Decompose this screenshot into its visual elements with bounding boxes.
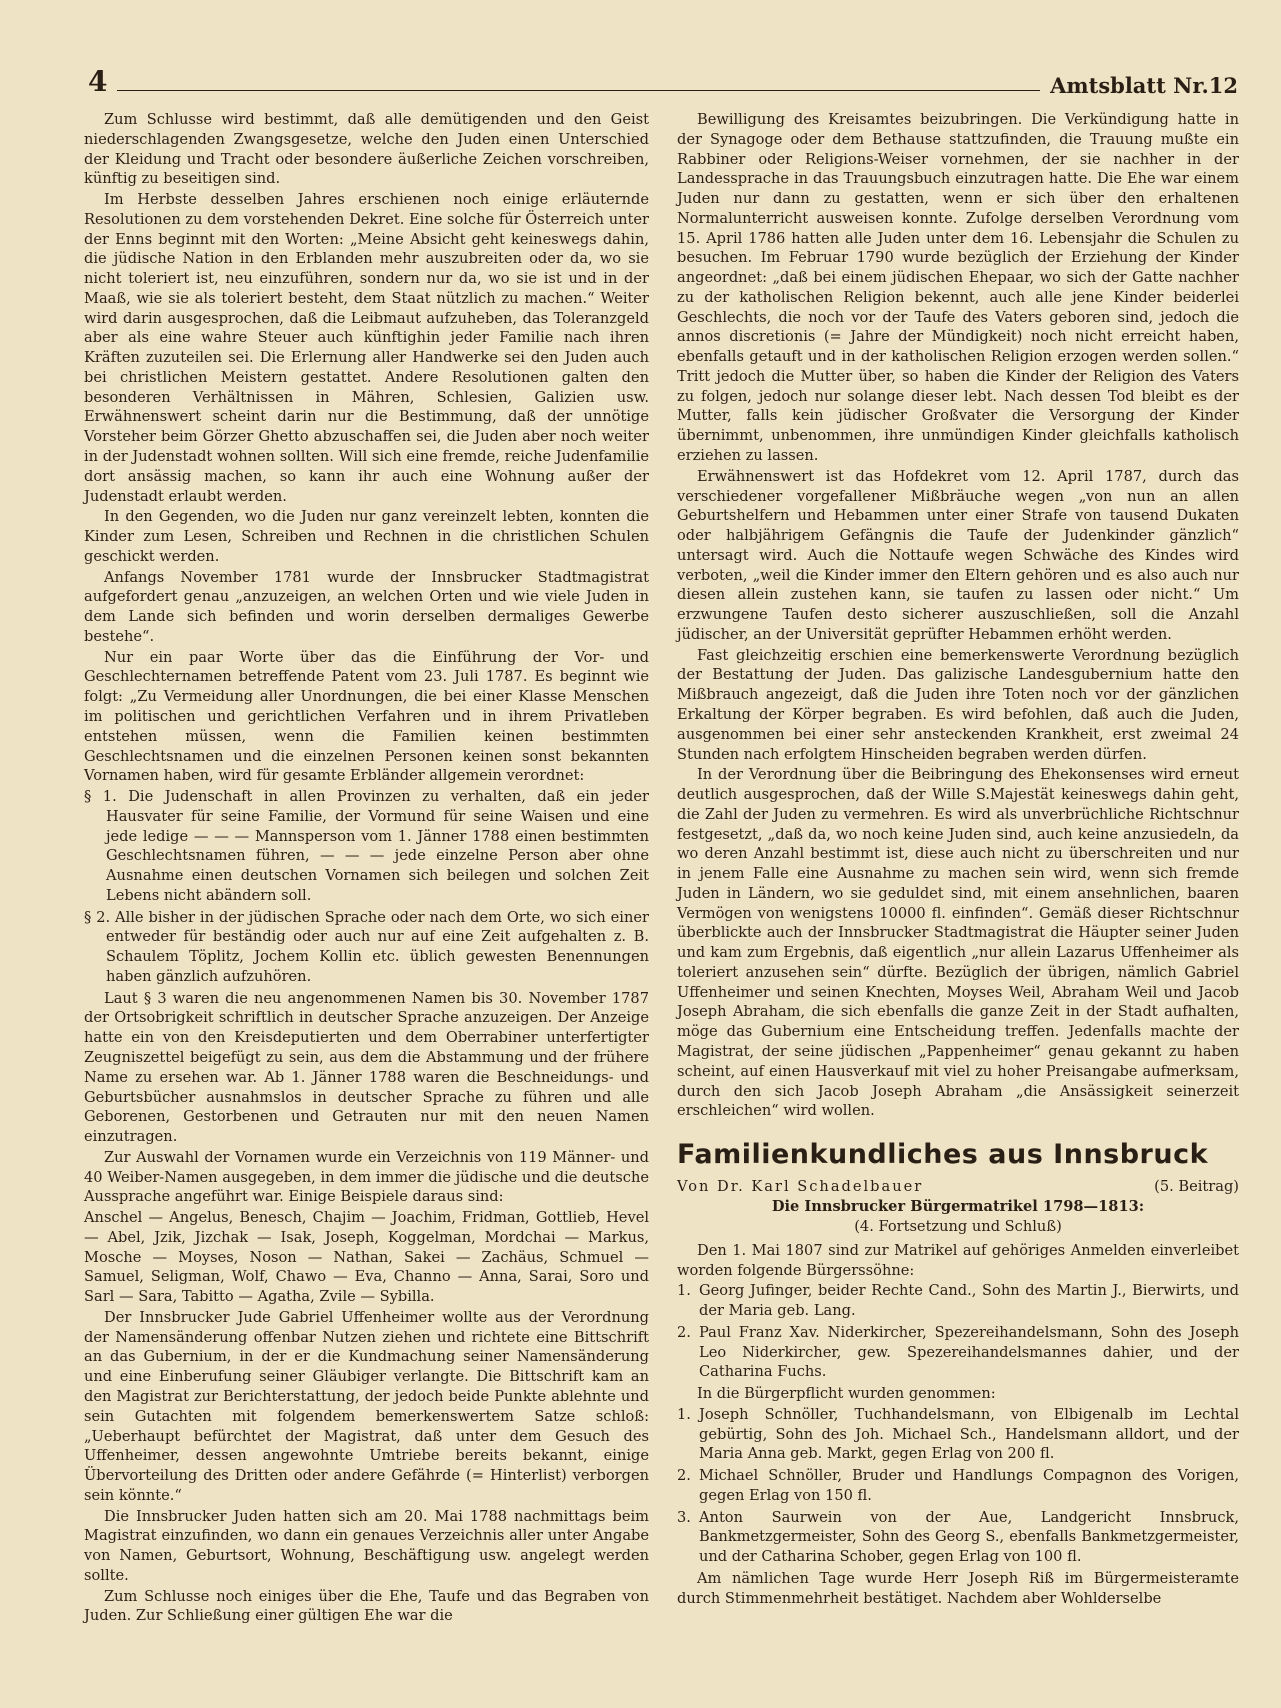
section-paragraph-1: § 1. Die Judenschaft in allen Provinzen zu verhalten, daß ein jeder Hausvater für seine Familie, der Vormund für seine Waisen und eine jede ledige — — — Mannsperson vom 1. Jänner 1788 einen bestimmten Geschlechtsnamen führen, — — — jede einzelne Person aber ohne Ausnahme einen deutschen Vornamen sich beilegen und solchen Zeit Lebens nicht abändern soll. <box>84 788 649 904</box>
list-item <box>677 1508 1239 1567</box>
section-title: Familienkundliches aus Innsbruck <box>677 1139 1209 1171</box>
list-number: 3. <box>677 1508 691 1526</box>
article-subtitle: Die Innsbrucker Bürgermatrikel 1798—1813: <box>771 1198 1145 1216</box>
list-number: 2. <box>677 1323 691 1341</box>
list-item <box>677 1466 1239 1506</box>
paragraph: Zur Auswahl der Vornamen wurde ein Verzeichnis von 119 Männer- und 40 Weiber-Namen ausgegeben, in dem immer die jüdische und die deutsche Aussprache angeführt war. Einige Beispiele daraus sind: <box>84 1148 649 1206</box>
list-text: Michael Schnöller, Bruder und Handlungs Compagnon des Vorigen, gegen Erlag von 150 fl. <box>699 1467 1239 1504</box>
list-item <box>677 1281 1239 1321</box>
paragraph: Fast gleichzeitig erschien eine bemerkenswerte Verordnung bezüglich der Bestattung der Juden. Das galizische Landesgubernium hatte den Mißbrauch angezeigt, daß die Juden ihre Toten noch vor der gänzlichen Erkaltung der Körper begraben. Es wird befohlen, daß auch die Juden, ausgenommen bei einer sehr ansteckenden Krankheit, erst zweimal 24 Stunden nach erfolgtem Hinscheiden begraben werden dürfen. <box>677 646 1239 763</box>
article-subtitle-continuation: (4. Fortsetzung und Schluß) <box>854 1217 1062 1235</box>
list-text: Georg Jufinger, beider Rechte Cand., Sohn des Martin J., Bierwirts, und der Maria geb. Lang. <box>699 1282 1239 1320</box>
paragraph: Am nämlichen Tage wurde Herr Joseph Riß im Bürgermeisteramte durch Stimmenmehrheit bestätiget. Nachdem aber Wohlderselbe <box>677 1569 1239 1607</box>
byline-author: Von Dr. Karl Schadelbauer <box>677 1178 924 1196</box>
header-rule <box>117 90 1040 91</box>
list-text: Joseph Schnöller, Tuchhandelsmann, von Elbigenalb im Lechtal gebürtig, Sohn des Joh. Michael Sch., Handelsmann alldort, und der Maria Anna geb. Markt, gegen Erlag von 200 fl. <box>699 1405 1239 1463</box>
page-number: 4 <box>88 65 108 98</box>
issue-label: Amtsblatt Nr.12 <box>1050 73 1238 98</box>
list-number: 1. <box>677 1282 691 1300</box>
paragraph: Zum Schlusse noch einiges über die Ehe, Taufe und das Begraben von Juden. Zur Schließung einer gültigen Ehe war die <box>84 1587 649 1625</box>
byline-note: (5. Beitrag) <box>1154 1178 1239 1196</box>
paragraph: Der Innsbrucker Jude Gabriel Uffenheimer wollte aus der Verordnung der Namensänderung offenbar Nutzen ziehen und richtete eine Bittschrift an das Gubernium, in der er die Kundmachung seiner Namensänderung und eine Einberufung seiner Gläubiger verlangte. Die Bittschrift kam an den Magistrat zur Berichterstattung, der jedoch beide Punkte ablehnte und sein Gutachten mit folgendem bemerkenswertem Satze schloß: „Ueberhaupt befürchtet der Magistrat, daß unter dem Gesuch des Uffenheimer, dessen angewohnte Umtriebe bereits bekannt, einige Übervorteilung des Dritten oder andere Gefährde (= Hinterlist) verborgen sein könnte.“ <box>84 1308 649 1504</box>
paragraph: Im Herbste desselben Jahres erschienen noch einige erläuternde Resolutionen zu dem vorstehenden Dekret. Eine solche für Österreich unter der Enns beginnt mit den Worten: „Meine Absicht geht keineswegs dahin, die jüdische Nation in den Erblanden mehr auszubreiten oder da, wo sie nicht toleriert ist, neu einzuführen, sondern nur da, wo sie ist und in der Maaß, wie sie als toleriert besteht, dem Staat nützlich zu machen.“ Weiter wird darin ausgesprochen, daß die Leibmaut aufzuheben, das Toleranzgeld aber als eine wahre Steuer auch künftighin jeder Familie nach ihren Kräften zuzuteilen sei. Die Erlernung aller Handwerke sei den Juden auch bei christlichen Meistern gestattet. Andere Resolutionen galten den besonderen Verhältnissen in Mähren, Schlesien, Galizien usw. Erwähnenswert scheint darin nur die Bestimmung, daß der unnötige Vorsteher beim Görzer Ghetto abzuschaffen sei, die Juden aber noch weiter in der Judenstadt wohnen sollten. Will sich eine fremde, reiche Judenfamilie dort ansässig machen, so kann ihr auch eine Wohnung außer der Judenstadt erlaubt werden. <box>84 191 649 505</box>
paragraph: Nur ein paar Worte über das die Einführung der Vor- und Geschlechternamen betreffende Patent vom 23. Juli 1787. Es beginnt wie folgt: „Zu Vermeidung aller Unordnungen, die bei einer Klasse Menschen im politischen und gerichtlichen Verfahren und in ihrem Privatleben entstehen müssen, wenn die Familien keinen bestimmten Geschlechtsnamen und die einzelnen Personen keinen sonst bekannten Vornamen haben, wird für gesamte Erbländer allgemein verordnet: <box>84 648 649 785</box>
paragraph: Erwähnenswert ist das Hofdekret vom 12. April 1787, durch das verschiedener vorgefallener Mißbräuche wegen „von nun an allen Geburtshelfern und Hebammen unter einer Strafe von tausend Dukaten oder halbjährigem Gefängnis die Taufe der Judenkinder gänzlich“ untersagt wird. Auch die Nottaufe wegen Schwäche des Kindes wird verboten, „weil die Kinder immer den Eltern gehören und es also auch nur diesen allein zustehen kann, sie taufen zu lassen oder nicht.“ Um erzwungene Taufen desto sicherer auszuschließen, soll die Anzahl jüdischer, an der Universität geprüfter Hebammen erhöht werden. <box>677 467 1239 643</box>
list-text: Paul Franz Xav. Niderkircher, Spezereihandelsmann, Sohn des Joseph Leo Niderkircher, gew. Spezereihandelsmannes dahier, und der Catharina Fuchs. <box>699 1323 1239 1381</box>
list-number: 1. <box>677 1405 691 1423</box>
list-text: Anton Saurwein von der Aue, Landgericht Innsbruck, Bankmetzgermeister, Sohn des Georg S., ebenfalls Bankmetzgermeister, und der Catharina Schober, gegen Erlag von 100 fl. <box>699 1508 1239 1566</box>
left-column <box>84 110 649 1627</box>
list-number: 2. <box>677 1467 691 1485</box>
paragraph: Die Innsbrucker Juden hatten sich am 20. Mai 1788 nachmittags beim Magistrat einzufinden, wo dann ein genaues Verzeichnis aller unter Angabe von Namen, Geburtsort, Wohnung, Beschäftigung usw. angelegt werden sollte. <box>84 1507 649 1584</box>
byline <box>677 1177 1239 1197</box>
right-column <box>677 110 1239 1610</box>
paragraph: Anfangs November 1781 wurde der Innsbrucker Stadtmagistrat aufgefordert genau „anzuzeigen, an welchen Orten und wie viele Juden in dem Lande sich befinden und worin derselben dermaliges Gewerbe bestehe“. <box>84 568 649 645</box>
paragraph: Laut § 3 waren die neu angenommenen Namen bis 30. November 1787 der Ortsobrigkeit schriftlich in deutscher Sprache anzuzeigen. Der Anzeige hatte ein von den Kreisdeputierten und dem Oberrabiner unterfertigter Zeugniszettel beigefügt zu sein, aus dem die Abstammung und der frühere Name zu ersehen war. Ab 1. Jänner 1788 waren die Beschneidungs- und Geburtsbücher ausnahmslos in deutscher Sprache zu führen und alle Geborenen, Gestorbenen und Getrauten nur mit den neuen Namen einzutragen. <box>84 989 649 1146</box>
list-item <box>677 1405 1239 1464</box>
list-item <box>677 1323 1239 1382</box>
section-paragraph-2: § 2. Alle bisher in der jüdischen Sprache oder nach dem Orte, wo sich einer entweder für beständig oder auch nur auf eine Zeit aufgehalten z. B. Schaulem Töplitz, Jochem Kollin etc. üblich gewesten Benennungen haben gänzlich aufzuhören. <box>84 908 649 985</box>
page-header <box>88 60 1238 96</box>
name-examples: Anschel — Angelus, Benesch, Chajim — Joachim, Fridman, Gottlieb, Hevel — Abel, Jzik, Jizchak — Isak, Joseph, Koggelman, Mordchai — Markus, Mosche — Moyses, Noson — Nathan, Sakei — Zachäus, Schmuel — Samuel, Seligman, Wolf, Chawo — Eva, Channo — Anna, Sarai, Soro und Sarl — Sara, Tabitto — Agatha, Zvile — Sybilla. <box>84 1209 649 1306</box>
paragraph: In den Gegenden, wo die Juden nur ganz vereinzelt lebten, konnten die Kinder zum Lesen, Schreiben und Rechnen in die christlichen Schulen geschickt werden. <box>84 508 649 565</box>
paragraph: Den 1. Mai 1807 sind zur Matrikel auf gehöriges Anmelden einverleibet worden folgende Bürgerssöhne: <box>677 1241 1239 1279</box>
paragraph: Zum Schlusse wird bestimmt, daß alle demütigenden und den Geist niederschlagenden Zwangsgesetze, welche den Juden einen Unterschied der Kleidung und Tracht oder besondere äußerliche Zeichen vorschreiben, künftig zu beseitigen sind. <box>84 111 649 188</box>
paragraph: In die Bürgerpflicht wurden genommen: <box>697 1385 996 1403</box>
paragraph: In der Verordnung über die Beibringung des Ehekonsenses wird erneut deutlich ausgesprochen, daß der Wille S.Majestät keineswegs dahin geht, die Zahl der Juden zu vermehren. Es wird als unverbrüchliche Richtschnur festgesetzt, „daß da, wo noch keine Juden sind, auch keine anzusiedeln, da wo deren Anzahl bestimmt ist, diese auch nicht zu überschreiten und nur in jenem Falle eine Ausnahme zu machen sein wird, wenn sich fremde Juden in Ländern, wo sie geduldet sind, mit einem ansehnlichen, baaren Vermögen von wenigstens 10000 fl. einfinden“. Gemäß dieser Richtschnur überblickte auch der Innsbrucker Stadtmagistrat die Häupter seiner Juden und kam zum Ergebnis, daß eigentlich „nur allein Lazarus Uffenheimer als toleriert anzusehen sein“ dürfte. Bezüglich der übrigen, nämlich Gabriel Uffenheimer und seinen Knechten, Moyses Weil, Abraham Weil und Jacob Joseph Abraham, die sich ebenfalls die ganze Zeit in der Stadt aufhalten, möge das Gubernium eine Entscheidung treffen. Jedenfalls machte der Magistrat, der seine jüdischen „Pappenheimer“ genau gekannt zu haben scheint, auf einen Hausverkauf mit viel zu hoher Preisangabe aufmerksam, durch den sich Jacob Joseph Abraham „die Ansässigkeit seinerzeit erschleichen“ wird wollen. <box>677 766 1239 1120</box>
paragraph: Bewilligung des Kreisamtes beizubringen. Die Verkündigung hatte in der Synagoge oder dem Bethause stattzufinden, die Trauung mußte ein Rabbiner oder Religions-Weiser vornehmen, der sie nachher in der Landessprache in das Trauungsbuch einzutragen hatte. Die Ehe war einem Juden nur dann zu gestatten, wenn er sich über den erhaltenen Normalunterricht ausweisen konnte. Zufolge derselben Verordnung vom 15. April 1786 hatten alle Juden unter dem 16. Lebensjahr die Schulen zu besuchen. Im Februar 1790 wurde bezüglich der Erziehung der Kinder angeordnet: „daß bei einem jüdischen Ehepaar, wo sich der Gatte nachher zu der katholischen Religion bekennt, auch alle jene Kinder beiderlei Geschlechts, die noch vor der Taufe des Vaters geboren sind, jedoch die annos discretionis (= Jahre der Mündigkeit) noch nicht erreicht haben, ebenfalls getauft und in der katholischen Religion erzogen werden sollen.“ Tritt jedoch die Mutter über, so haben die Kinder der Religion des Vaters zu folgen, jedoch nur solange dieser lebt. Nach dessen Tod bleibt es der Mutter, falls kein jüdischer Großvater die Versorgung der Kinder übernimmt, unbenommen, ihre unmündigen Kinder gleichfalls katholisch erziehen zu lassen. <box>677 111 1239 465</box>
